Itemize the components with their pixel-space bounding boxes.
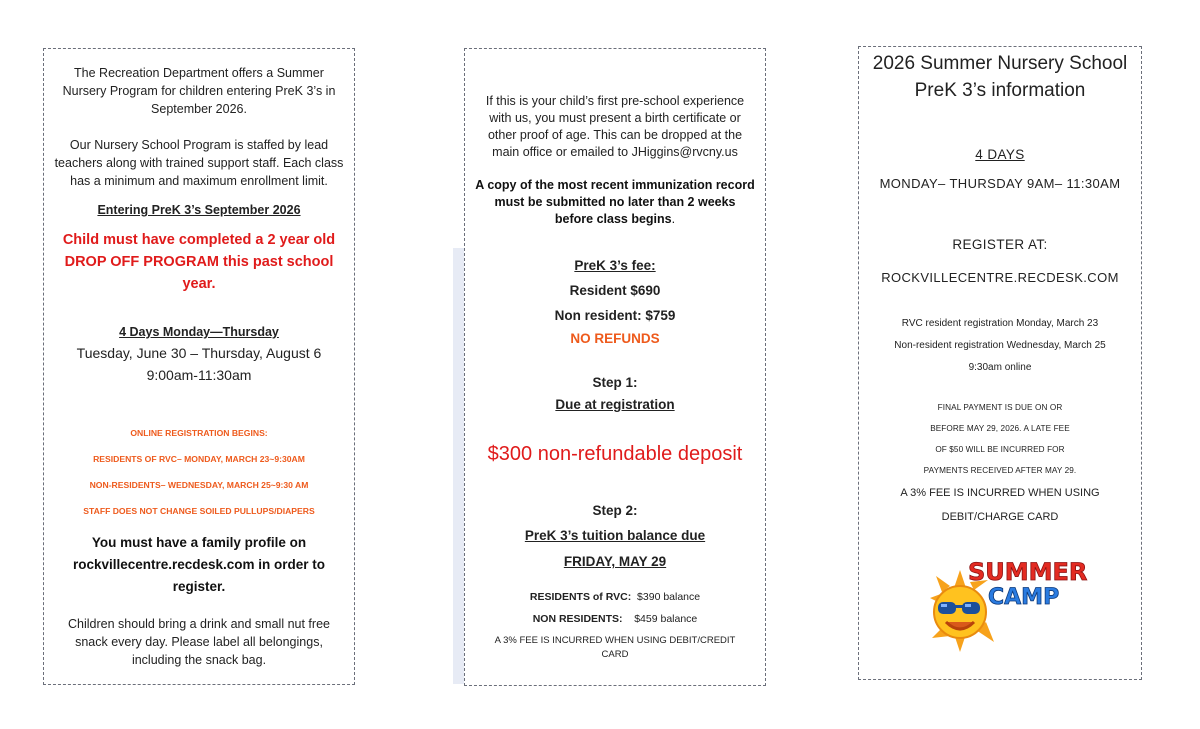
- final-payment-line: BEFORE MAY 29, 2026. A LATE FEE: [930, 424, 1070, 433]
- schedule: MONDAY– THURSDAY 9AM– 11:30AM: [879, 176, 1121, 191]
- resident-balance: [475, 586, 755, 608]
- immunization-text: A copy of the most recent immunization record must be submitted no later than 2 weeks before class begins: [475, 178, 755, 226]
- summer-camp-logo: [910, 550, 1088, 655]
- logo-word-summer: SUMMER: [968, 558, 1088, 586]
- card-fee-line: DEBIT/CHARGE CARD: [941, 511, 1059, 523]
- final-payment-line: PAYMENTS RECEIVED AFTER MAY 29.: [923, 466, 1077, 475]
- registration-line: NON-RESIDENTS– WEDNESDAY, MARCH 25~9:30 AM: [89, 480, 309, 490]
- requirement-text: Child must have completed a 2 year old DROP OFF PROGRAM this past school year.: [62, 232, 336, 292]
- entering-heading: Entering PreK 3’s September 2026: [97, 203, 301, 217]
- days-label: 4 DAYS: [975, 147, 1025, 162]
- registration-dates: [869, 313, 1131, 379]
- final-payment: [869, 397, 1131, 481]
- nonresident-balance: [475, 608, 755, 630]
- nonresident-fee: Non resident: $759: [554, 308, 676, 323]
- resident-balance-value: $390 balance: [637, 591, 701, 603]
- fee-heading: PreK 3’s fee:: [574, 258, 656, 273]
- nonresident-balance-label: NON RESIDENTS:: [532, 613, 623, 625]
- step2-sub: PreK 3’s tuition balance due: [524, 528, 706, 543]
- registration-line: RESIDENTS OF RVC– MONDAY, MARCH 23~9:30AM: [93, 454, 305, 464]
- nonresident-balance-value: $459 balance: [634, 613, 698, 625]
- registration-line: ONLINE REGISTRATION BEGINS:: [130, 428, 268, 438]
- immunization-period: .: [671, 212, 676, 226]
- registration-date-line: RVC resident registration Monday, March 23: [901, 318, 1099, 329]
- registration-date-line: 9:30am online: [968, 362, 1032, 373]
- no-refunds: NO REFUNDS: [570, 331, 660, 346]
- snack-note: Children should bring a drink and small nut free snack every day. Please label all belongings, including the snack bag.: [68, 617, 330, 667]
- website: ROCKVILLECENTRE.RECDESK.COM: [881, 270, 1119, 285]
- registration-list: [54, 420, 344, 524]
- resident-fee: Resident $690: [569, 283, 661, 298]
- registration-date-line: Non-resident registration Wednesday, March 25: [894, 340, 1106, 351]
- card-fee-line: A 3% FEE IS INCURRED WHEN USING: [900, 487, 1100, 499]
- session-time: 9:00am-11:30am: [146, 367, 252, 383]
- brochure-title: 2026 Summer Nursery School PreK 3’s information: [872, 53, 1128, 101]
- step1-sub: Due at registration: [555, 397, 675, 412]
- profile-note: You must have a family profile on rockvillecentre.recdesk.com in order to register.: [72, 535, 326, 594]
- card-fee-note: A 3% FEE IS INCURRED WHEN USING DEBIT/CREDIT CARD: [494, 635, 736, 660]
- step1-heading: Step 1:: [592, 375, 638, 390]
- final-payment-line: OF $50 WILL BE INCURRED FOR: [935, 445, 1065, 454]
- staffing-text: Our Nursery School Program is staffed by lead teachers along with trained support staff. Each class has a minimum and maximum enrollment limit.: [54, 138, 344, 188]
- logo-word-camp: CAMP: [988, 585, 1060, 610]
- register-at: REGISTER AT:: [952, 237, 1048, 252]
- immunization-note: [475, 177, 755, 228]
- panel-shadow-strip: [453, 248, 464, 684]
- intro-text: The Recreation Department offers a Summer Nursery Program for children entering PreK 3’s in September 2026.: [62, 66, 336, 116]
- step2-heading: Step 2:: [592, 503, 638, 518]
- session-dates: Tuesday, June 30 – Thursday, August 6: [76, 345, 322, 361]
- days-heading: 4 Days Monday—Thursday: [119, 325, 279, 339]
- due-date: FRIDAY, MAY 29: [563, 554, 667, 569]
- final-payment-line: FINAL PAYMENT IS DUE ON OR: [937, 403, 1063, 412]
- registration-line: STAFF DOES NOT CHANGE SOILED PULLUPS/DIAPERS: [83, 506, 315, 516]
- left-panel: [43, 48, 355, 685]
- middle-panel: [464, 48, 766, 686]
- first-time-note: If this is your child’s first pre-school experience with us, you must present a birth certificate or other proof of age. This can be dropped at the main office or emailed to JHiggins@rvcny.us: [485, 94, 745, 159]
- deposit-amount: $300 non-refundable deposit: [487, 443, 743, 465]
- resident-balance-label: RESIDENTS of RVC:: [529, 591, 632, 603]
